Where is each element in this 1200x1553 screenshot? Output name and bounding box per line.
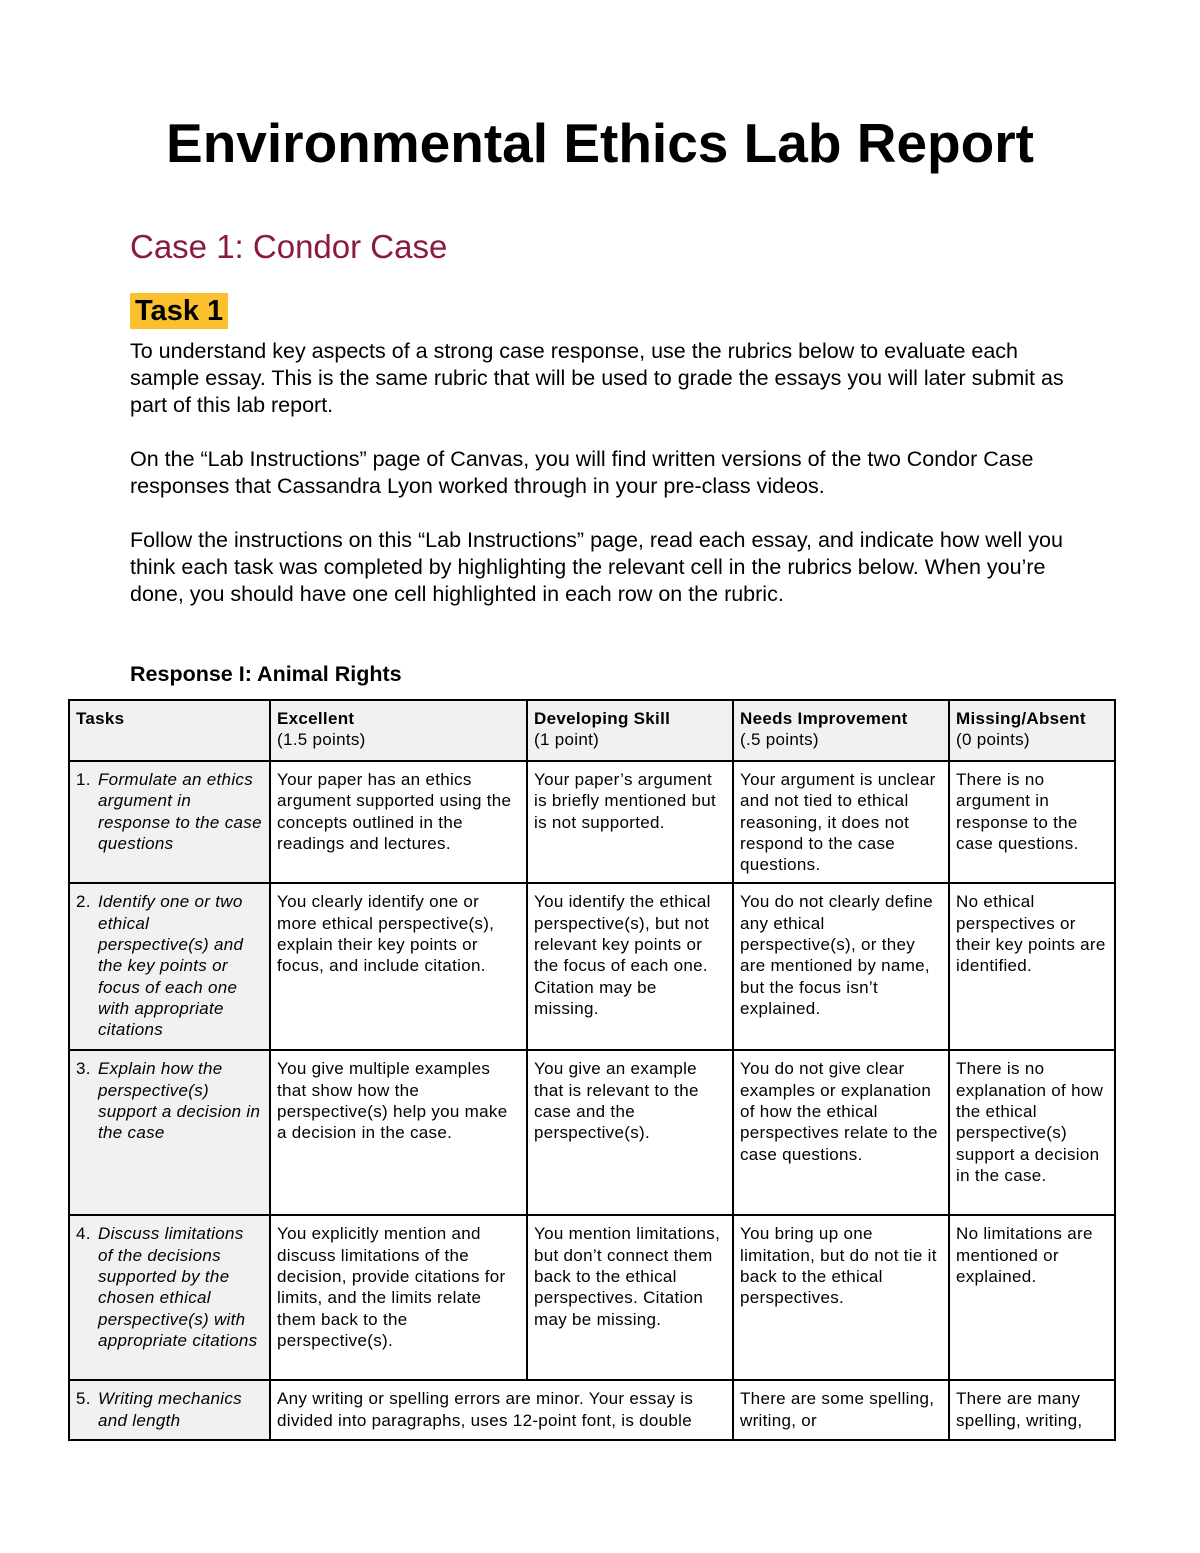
task-number: 2. bbox=[76, 892, 91, 912]
instructions-paragraph-1: To understand key aspects of a strong case response, use the rubrics below to evaluate each sample essay. This is the same rubric that will be used to grade the essays you will later submit as part of this lab report. bbox=[130, 339, 1064, 417]
needs-improvement-cell: You bring up one limitation, but do not tie it back to the ethical perspectives. bbox=[733, 1215, 949, 1380]
needs-improvement-cell: Your argument is unclear and not tied to ethical reasoning, it does not respond to the case questions. bbox=[733, 761, 949, 883]
rubric-row-3 bbox=[69, 1050, 1115, 1215]
header-label: Developing Skill bbox=[534, 709, 671, 728]
excellent-cell: You clearly identify one or more ethical perspective(s), explain their key points or focus, and include citation. bbox=[270, 883, 527, 1050]
header-label: Missing/Absent bbox=[956, 709, 1086, 728]
task-text: Discuss limitations of the decisions supported by the chosen ethical perspective(s) with appropriate citations bbox=[98, 1224, 258, 1350]
instructions-paragraph-3: Follow the instructions on this “Lab Instructions” page, read each essay, and indicate how well you think each task was completed by highlighting the relevant cell in the rubrics below. When you’re done, you should have one cell highlighted in each row on the rubric. bbox=[130, 528, 1063, 606]
missing-cell: There is no argument in response to the case questions. bbox=[949, 761, 1115, 883]
task-number: 3. bbox=[76, 1059, 91, 1079]
needs-improvement-cell: You do not clearly define any ethical perspective(s), or they are mentioned by name, but the focus isn’t explained. bbox=[733, 883, 949, 1050]
rubric-table bbox=[68, 699, 1116, 1441]
task-cell bbox=[69, 1215, 270, 1380]
case-heading: Case 1: Condor Case bbox=[130, 228, 448, 265]
excellent-cell: You give multiple examples that show how the perspective(s) help you make a decision in the case. bbox=[270, 1050, 527, 1215]
task-number: 5. bbox=[76, 1389, 91, 1409]
developing-cell: You mention limitations, but don’t connect them back to the ethical perspectives. Citation may be missing. bbox=[527, 1215, 733, 1380]
task-number: 1. bbox=[76, 770, 91, 789]
rubric-row-5 bbox=[69, 1380, 1115, 1440]
task-cell bbox=[69, 883, 270, 1050]
task-heading: Task 1 bbox=[130, 293, 228, 329]
instructions-paragraph-2: On the “Lab Instructions” page of Canvas, you will find written versions of the two Condor Case responses that Cassandra Lyon worked through in your pre-class videos. bbox=[130, 447, 1034, 498]
header-tasks bbox=[69, 700, 270, 761]
header-points: (.5 points) bbox=[740, 730, 819, 750]
header-label: Excellent bbox=[277, 709, 355, 728]
task-text: Identify one or two ethical perspective(s) and the key points or focus of each one with appropriate citations bbox=[98, 892, 244, 1040]
needs-improvement-cell: There are some spelling, writing, or bbox=[733, 1380, 949, 1440]
excellent-developing-merged-cell: Any writing or spelling errors are minor. Your essay is divided into paragraphs, uses 12-point font, is double bbox=[270, 1380, 733, 1440]
rubric-row-1 bbox=[69, 761, 1115, 883]
needs-improvement-cell: You do not give clear examples or explanation of how the ethical perspectives relate to the case questions. bbox=[733, 1050, 949, 1215]
header-excellent bbox=[270, 700, 527, 761]
missing-cell: There is no explanation of how the ethical perspective(s) support a decision in the case. bbox=[949, 1050, 1115, 1215]
header-points: (1 point) bbox=[534, 730, 600, 750]
task-cell bbox=[69, 761, 270, 883]
task-text: Formulate an ethics argument in response to the case questions bbox=[98, 770, 262, 853]
excellent-cell: You explicitly mention and discuss limitations of the decision, provide citations for limits, and the limits relate them back to the perspective(s). bbox=[270, 1215, 527, 1380]
developing-cell: Your paper’s argument is briefly mentioned but is not supported. bbox=[527, 761, 733, 883]
rubric-header-row bbox=[69, 700, 1115, 761]
document-title: Environmental Ethics Lab Report bbox=[166, 112, 1034, 174]
rubric-row-2 bbox=[69, 883, 1115, 1050]
header-points: (1.5 points) bbox=[277, 730, 366, 750]
developing-cell: You identify the ethical perspective(s), but not relevant key points or the focus of each one. Citation may be missing. bbox=[527, 883, 733, 1050]
task-text: Writing mechanics and length bbox=[98, 1389, 242, 1430]
header-label: Needs Improvement bbox=[740, 709, 908, 728]
header-points: (0 points) bbox=[956, 730, 1030, 750]
missing-cell: No ethical perspectives or their key points are identified. bbox=[949, 883, 1115, 1050]
missing-cell: No limitations are mentioned or explained. bbox=[949, 1215, 1115, 1380]
developing-cell: You give an example that is relevant to the case and the perspective(s). bbox=[527, 1050, 733, 1215]
header-label: Tasks bbox=[76, 709, 125, 728]
header-developing-skill bbox=[527, 700, 733, 761]
header-needs-improvement bbox=[733, 700, 949, 761]
response-heading: Response I: Animal Rights bbox=[130, 662, 402, 686]
task-text: Explain how the perspective(s) support a decision in the case bbox=[98, 1059, 261, 1143]
missing-cell: There are many spelling, writing, bbox=[949, 1380, 1115, 1440]
task-cell bbox=[69, 1380, 270, 1440]
excellent-cell: Your paper has an ethics argument supported using the concepts outlined in the readings and lectures. bbox=[270, 761, 527, 883]
task-cell bbox=[69, 1050, 270, 1215]
rubric-row-4 bbox=[69, 1215, 1115, 1380]
header-missing-absent bbox=[949, 700, 1115, 761]
task-number: 4. bbox=[76, 1224, 91, 1244]
